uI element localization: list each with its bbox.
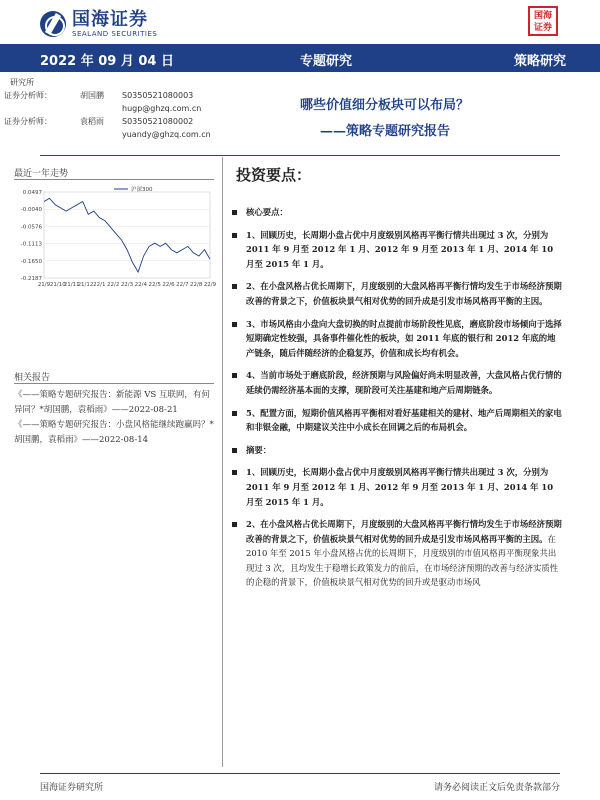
footer-divider: [40, 773, 560, 774]
x-tick-label: 22/8: [189, 282, 203, 288]
x-tick-label: 22/4: [134, 282, 148, 288]
company-logo: [40, 10, 157, 38]
y-tick-label: 0.0497: [22, 190, 42, 196]
core-point: 4、当前市场处于磨底阶段，经济预期与风险偏好尚未明显改善，大盘风格占优行情的延续仍需经济基本面的支撑，现阶段可关注基建和地产后周期链条。: [232, 368, 562, 397]
report-type: 专题研究: [300, 54, 353, 69]
related-heading: 相关报告: [14, 373, 51, 383]
x-tick-label: 22/9: [203, 282, 216, 288]
bullet-icon: [232, 522, 237, 527]
header-divider: [40, 155, 560, 156]
x-tick-label: 21/9: [37, 282, 51, 288]
author-name: 袁稻雨: [80, 117, 104, 126]
related-reports: [14, 388, 214, 448]
author-email: yuandy@ghzq.com.cn: [122, 130, 211, 139]
footer-institute: 国海证券研究所: [40, 783, 104, 793]
y-tick-label: -0.1113: [20, 241, 42, 248]
logo-en: SEALAND SECURITIES: [72, 30, 158, 38]
related-report-item[interactable]: 《——策略专题研究报告：新能源 VS 互联网，有何异同？*胡国鹏，袁稻雨》——2022-08-21: [14, 390, 210, 415]
x-tick-label: 21/10: [49, 282, 66, 288]
x-tick-label: 22/6: [162, 282, 175, 288]
logo-cn: 国海证券: [72, 9, 148, 30]
report-subtitle: ——策略专题研究报告: [320, 124, 451, 139]
footer-disclaimer: 请务必阅读正文后免责条款部分: [433, 783, 560, 793]
header-banner: [0, 44, 600, 72]
bullet-icon: [232, 470, 237, 475]
main-content: [232, 205, 562, 598]
column-divider: [222, 157, 223, 767]
core-point: 5、配置方面，短期价值风格再平衡相对看好基建相关的建材、地产后周期相关的家电和非银金融，中期建议关注中小成长在回调之后的布局机会。: [232, 406, 562, 435]
core-point: 1、回顾历史，长周期小盘占优中月度级别风格再平衡行情共出现过 3 次，分别为 2011 年 9 月至 2012 年 1 月、2012 年 9 月至 2013 年 1 月、2014 年 10 月至 2015 年 1 月。: [232, 228, 562, 272]
summary-point: 2、在小盘风格占优长周期下，月度级别的大盘风格再平衡行情均发生于市场经济预期改善的背景之下，价值板块景气相对优势的回升成是引发市场风格再平衡的主因。在 2010 年至 2015 年小盘风格占优的长周期下，月度级别的市值风格再平衡现象共出现过 3 次，且均发生于稳增长政策发力的前后，在市场经济预期的改善与经济实质性的企稳的背景下，价值板块景气相对优势的回升或是驱动市场风: [232, 517, 562, 590]
author-email: hugp@ghzq.com.cn: [122, 104, 202, 113]
report-title: 哪些价值细分板块可以布局？: [300, 98, 470, 113]
related-report-item[interactable]: 《——策略专题研究报告：小盘风格能继续跑赢吗？*胡国鹏，袁稻雨》——2022-08-14: [14, 420, 214, 445]
plot-frame: [44, 192, 210, 278]
legend-label: 沪深300: [131, 187, 153, 193]
bullet-icon: [232, 448, 237, 453]
x-tick-label: 22/2: [106, 282, 120, 288]
x-tick-label: 22/3: [120, 282, 134, 288]
report-category: 策略研究: [513, 54, 566, 69]
y-tick-label: -0.0040: [20, 207, 42, 214]
institute-label: 研究所: [10, 78, 34, 87]
x-tick-label: 22/1: [93, 282, 106, 288]
author-block: [4, 76, 211, 141]
seal-stamp: 国海证券: [528, 6, 558, 36]
author-row: 证券分析师： 胡国鹏 S0350521080003: [4, 91, 194, 100]
trend-chart: [14, 182, 216, 292]
y-tick-label: -0.2187: [20, 276, 42, 282]
bullet-icon: [232, 284, 237, 289]
bullet-icon: [232, 411, 237, 416]
y-tick-label: -0.1650: [20, 258, 42, 265]
author-code: S0350521080002: [122, 117, 194, 126]
summary-label: 摘要：: [232, 443, 562, 458]
x-tick-label: 22/7: [176, 282, 189, 288]
bullet-icon: [232, 233, 237, 238]
core-points-label: 核心要点：: [232, 205, 562, 220]
x-tick-label: 21/11: [63, 282, 80, 288]
author-name: 胡国鹏: [80, 91, 104, 100]
report-date: 2022 年 09 月 04 日: [40, 54, 174, 69]
x-tick-label: 22/5: [148, 282, 161, 288]
x-tick-label: 21/12: [77, 282, 94, 288]
core-point: 3、市场风格由小盘向大盘切换的时点提前市场阶段性见底，磨底阶段市场倾向于选择短期确定性较强，具备事件催化性的板块，如 2011 年底的银行和 2012 年底的地产链条，随后伴随经济的企稳复苏，价值和成长均有机会。: [232, 317, 562, 361]
core-point: 2、在小盘风格占优长周期下，月度级别的大盘风格再平衡行情均发生于市场经济预期改善的背景之下，价值板块景气相对优势的回升成是引发市场风格再平衡的主因。: [232, 279, 562, 308]
investment-heading: 投资要点：: [236, 166, 312, 184]
bullet-icon: [232, 210, 237, 215]
logo-icon: [40, 11, 66, 37]
y-tick-label: -0.0576: [20, 224, 42, 231]
trend-divider: [14, 179, 214, 180]
author-row: 证券分析师： 袁稻雨 S0350521080002: [4, 117, 194, 126]
related-divider: [14, 383, 214, 384]
author-code: S0350521080003: [122, 91, 194, 100]
summary-point: 1、回顾历史，长周期小盘占优中月度级别风格再平衡行情共出现过 3 次，分别为 2011 年 9 月至 2012 年 1 月、2012 年 9 月至 2013 年 1 月、2014 年 10 月至 2015 年 1 月。: [232, 465, 562, 509]
bullet-icon: [232, 373, 237, 378]
trend-heading: 最近一年走势: [14, 169, 69, 179]
bullet-icon: [232, 322, 237, 327]
